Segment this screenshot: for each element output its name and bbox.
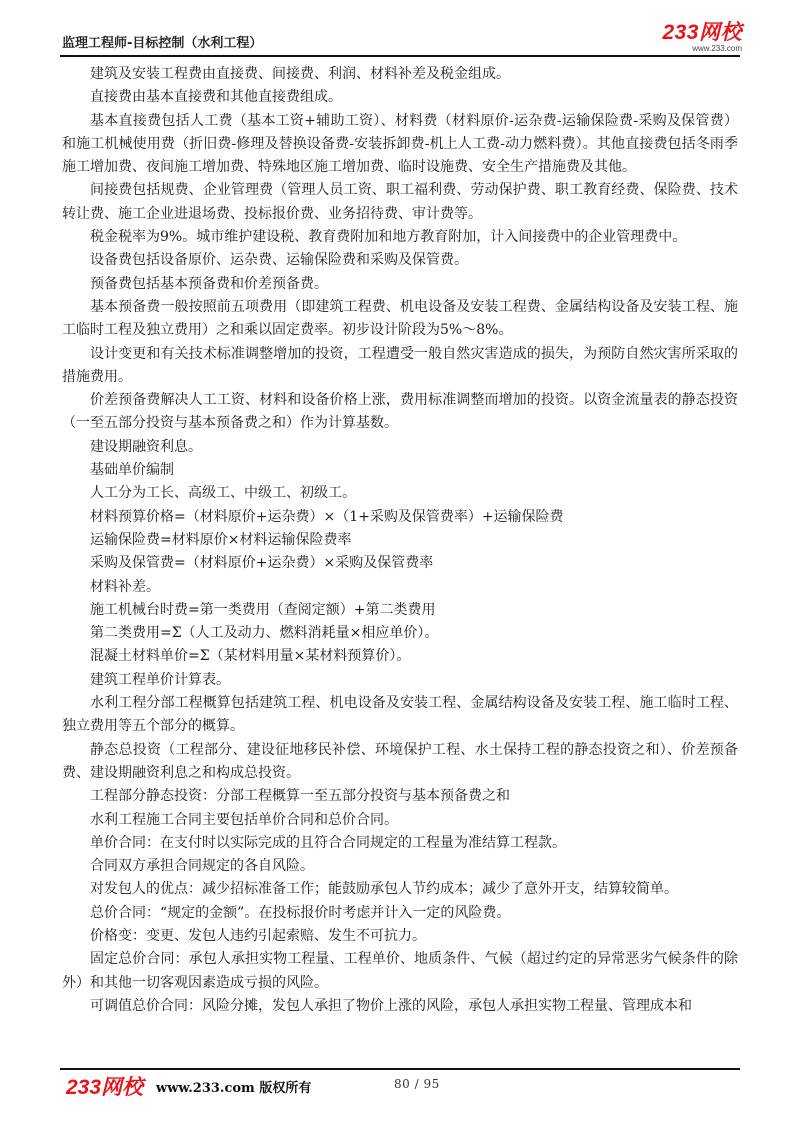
paragraph: 基本直接费包括人工费（基本工资+辅助工资）、材料费（材料原价-运杂费-运输保险费-采购及保管费）和施工机械使用费（折旧费-修理及替换设备费-安装拆卸费-机上人工费-动力燃料费）。其他直接费包括冬雨季施工增加费、夜间施工增加费、特殊地区施工增加费、临时设施费、安全生产措施费及其他。 [62,112,738,176]
paragraph: 合同双方承担合同规定的各自风险。 [90,858,314,875]
brand-logo [662,22,742,53]
logo-url: www.233.com [692,44,742,53]
paragraph: 间接费包括规费、企业管理费（管理人员工资、职工福利费、劳动保护费、职工教育经费、保险费、技术转让费、施工企业进退场费、投标报价费、业务招待费、审计费等。 [62,182,738,222]
paragraph: 混凝土材料单价=Σ（某材料用量×某材料预算价）。 [90,648,411,665]
paragraph: 固定总价合同：承包人承担实物工程量、工程单价、地质条件、气候（超过约定的异常恶劣气候条件的除外）和其他一切客观因素造成亏损的风险。 [62,951,738,991]
page-header [62,22,742,56]
paragraph: 建设期融资利息。 [90,438,202,455]
paragraph: 建筑工程单价计算表。 [90,671,230,688]
footer-divider [60,1068,740,1070]
paragraph: 人工分为工长、高级工、中级工、初级工。 [90,485,356,502]
paragraph: 采购及保管费=（材料原价+运杂费）×采购及保管费率 [90,555,434,572]
paragraph: 静态总投资（工程部分、建设征地移民补偿、环境保护工程、水土保持工程的静态投资之和）、价差预备费、建设期融资利息之和构成总投资。 [62,741,738,781]
paragraph: 预备费包括基本预备费和价差预备费。 [90,275,328,292]
paragraph: 可调值总价合同：风险分摊，发包人承担了物价上涨的风险，承包人承担实物工程量、管理成本和 [90,997,692,1014]
copyright-text: www.233.com 版权所有 [156,1081,312,1096]
paragraph: 第二类费用=Σ（人工及动力、燃料消耗量×相应单价）。 [90,625,439,642]
paragraph: 水利工程分部工程概算包括建筑工程、机电设备及安装工程、金属结构设备及安装工程、施工临时工程、独立费用等五个部分的概算。 [62,695,738,735]
document-title: 监理工程师-目标控制（水利工程） [62,36,263,51]
paragraph: 价格变：变更、发包人违约引起索赔、发生不可抗力。 [90,927,426,944]
paragraph: 基础单价编制 [90,462,174,479]
document-body [62,63,738,1018]
paragraph: 价差预备费解决人工工资、材料和设备价格上涨，费用标准调整而增加的投资。以资金流量表的静态投资（一至五部分投资与基本预备费之和）作为计算基数。 [62,392,738,432]
paragraph: 直接费由基本直接费和其他直接费组成。 [90,89,342,106]
paragraph: 设备费包括设备原价、运杂费、运输保险费和采购及保管费。 [90,252,468,269]
page-footer [62,1071,742,1097]
paragraph: 施工机械台时费=第一类费用（查阅定额）+第二类费用 [90,601,436,618]
paragraph: 工程部分静态投资：分部工程概算一至五部分投资与基本预备费之和 [90,788,510,805]
paragraph: 基本预备费一般按照前五项费用（即建筑工程费、机电设备及安装工程费、金属结构设备及安装工程、施工临时工程及独立费用）之和乘以固定费率。初步设计阶段为5%～8%。 [62,298,738,339]
page-number: 80 / 95 [394,1077,440,1091]
footer-logo: 233网校 [66,1076,144,1099]
paragraph: 运输保险费=材料原价×材料运输保险费率 [90,531,352,548]
logo-text: 233网校 [662,21,742,44]
paragraph: 水利工程施工合同主要包括单价合同和总价合同。 [90,811,398,828]
paragraph: 税金税率为9%。城市维护建设税、教育费附加和地方教育附加，计入间接费中的企业管理费中。 [90,229,687,246]
paragraph: 总价合同：“规定的金额”。在投标报价时考虑并计入一定的风险费。 [90,904,511,921]
paragraph: 单价合同：在支付时以实际完成的且符合合同规定的工程量为准结算工程款。 [90,834,566,851]
paragraph: 材料补差。 [90,578,160,595]
header-divider [60,55,740,57]
paragraph: 设计变更和有关技术标准调整增加的投资，工程遭受一般自然灾害造成的损失，为预防自然灾害所采取的措施费用。 [62,345,738,385]
paragraph: 建筑及安装工程费由直接费、间接费、利润、材料补差及税金组成。 [90,66,510,82]
paragraph: 对发包人的优点：减少招标准备工作；能鼓励承包人节约成本；减少了意外开支，结算较简单。 [90,881,678,898]
paragraph: 材料预算价格=（材料原价+运杂费）×（1+采购及保管费率）+运输保险费 [90,508,564,525]
